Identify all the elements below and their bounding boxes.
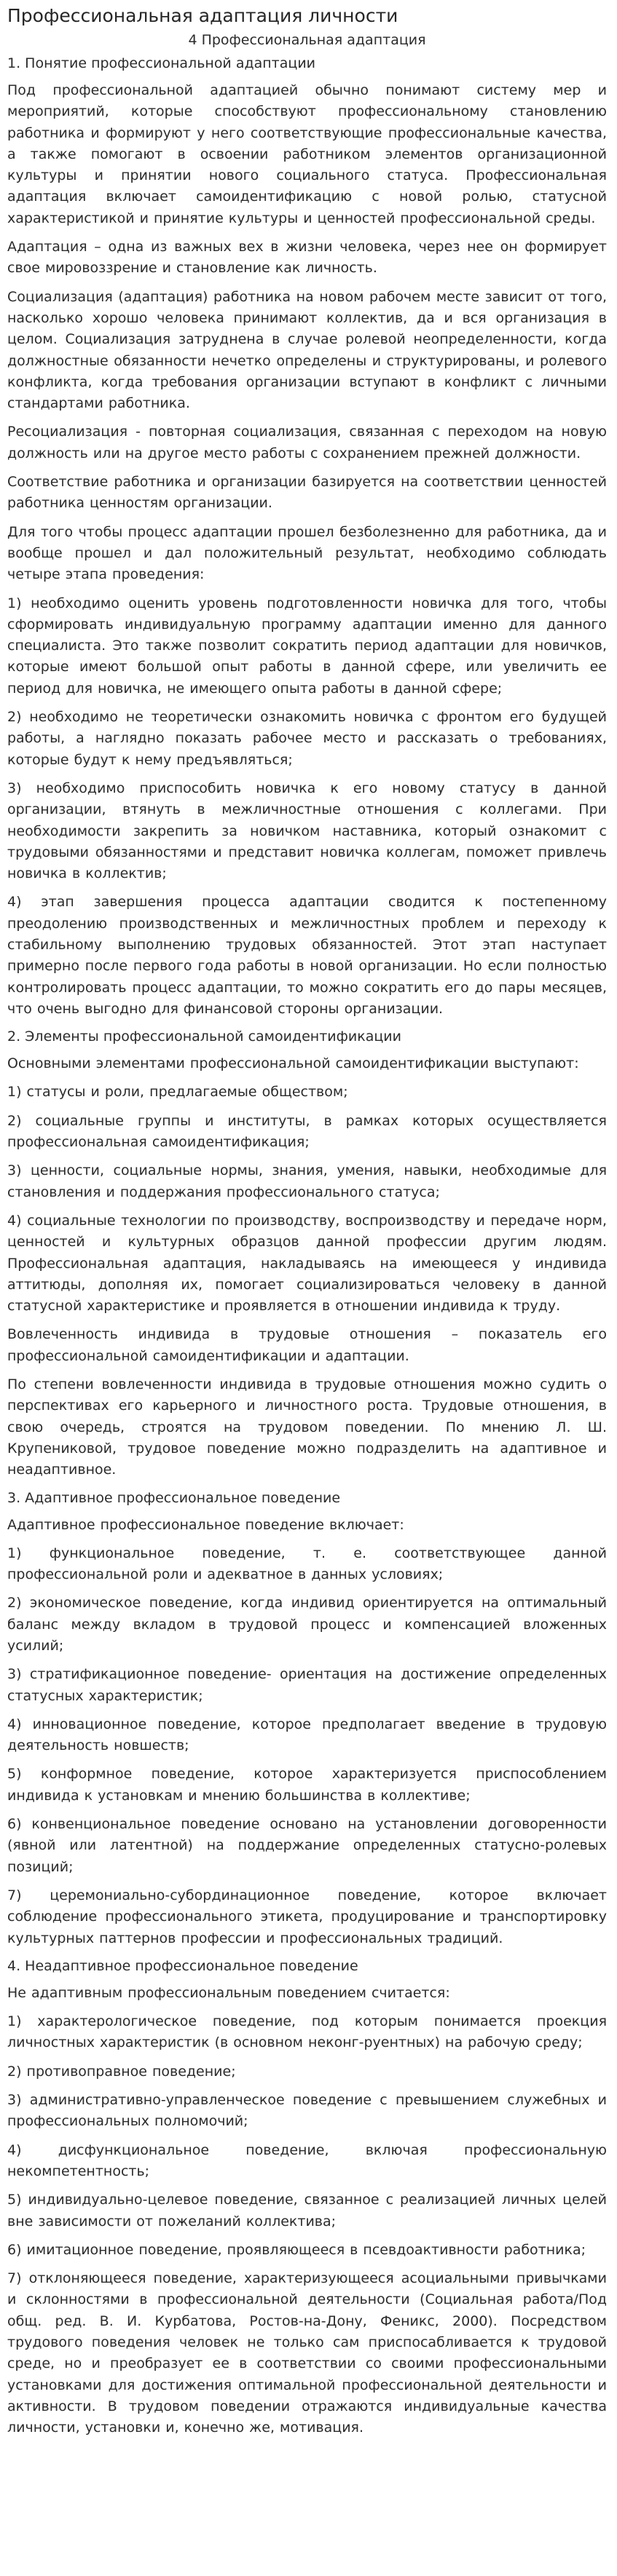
paragraph: Адаптация – одна из важных вех в жизни человека, через нее он формирует свое мировоззрение и становление как личность. xyxy=(7,239,607,277)
section-heading-elements xyxy=(7,1027,607,1046)
paragraph: Адаптивное профессиональное поведение включает: xyxy=(7,1516,404,1533)
section-heading-text: 1. Понятие профессиональной адаптации xyxy=(7,55,316,71)
list-item: 1) характерологическое поведение, под которым понимается проекция личностных характеристик (в основном неконг-руентных) на рабочую среду; xyxy=(7,2013,607,2051)
list-item: 7) церемониально-субординационное поведение, которое включает соблюдение профессионального этикета, продуцирование и транспортировку культурных паттернов профессии и профессиональных традиций. xyxy=(7,1887,607,1946)
list-item: 1) функциональное поведение, т. е. соответствующее данной профессиональной роли и адекватное в данных условиях; xyxy=(7,1545,607,1583)
list-item: 4) этап завершения процесса адаптации сводится к постепенному преодолению производственных и межличностных проблем и переходу к стабильному выполнению трудовых обязанностей. Этот этап наступает примерно после первого года работы в новой организации. Но если полностью контролировать процесс адаптации, то можно сократить его до пары месяцев, что очень выгодно для финансовой стороны организации. xyxy=(7,894,607,1017)
list-item: 2) экономическое поведение, когда индивид ориентируется на оптимальный баланс между вкладом в трудовой процесс и компенсацией вложенных усилий; xyxy=(7,1595,607,1654)
list-item: 5) индивидуально-целевое поведение, связанное с реализацией личных целей вне зависимости от пожеланий коллектива; xyxy=(7,2192,607,2230)
list-item: 1) необходимо оценить уровень подготовленности новичка для того, чтобы сформировать индивидуальную программу адаптации именно для данного специалиста. Это также позволит сократить период адаптации для новичков, которые имеют большой опыт работы в данной сфере, или увеличить ее период для новичка, не имеющего опыта работы в данной сфере; xyxy=(7,595,607,697)
list-item: 5) конформное поведение, которое характеризуется приспособлением индивида к установкам и мнению большинства в коллективе; xyxy=(7,1766,607,1804)
page-title: Профессиональная адаптация личности xyxy=(7,5,398,26)
chapter-title: 4 Профессиональная адаптация xyxy=(188,32,426,48)
list-item: 3) ценности, социальные нормы, знания, умения, навыки, необходимые для становления и поддержания профессионального статуса; xyxy=(7,1162,607,1200)
section-heading-nonadaptive xyxy=(7,1957,607,1975)
list-item: 3) стратификационное поведение- ориентация на достижение определенных статусных характеристик; xyxy=(7,1666,607,1704)
list-item: 2) противоправное поведение; xyxy=(7,2063,236,2080)
list-item: 7) отклоняющееся поведение, характеризующееся асоциальными привычками и склонностями в профессиональной деятельности (Социальная работа/Под общ. ред. В. И. Курбатова, Ростов-на-Дону, Феникс, 2000). Посредством трудового поведения человек не только сам приспосабливается к трудовой среде, но и преобразует ее в соответствии со своими профессиональными установками для достижения оптимальной профессиональной деятельности и активности. В трудовом поведении отражаются индивидуальные качества личности, установки и, конечно же, мотивация. xyxy=(7,2270,607,2436)
list-item: 6) имитационное поведение, проявляющееся в псевдоактивности работника; xyxy=(7,2241,586,2258)
paragraph: Соответствие работника и организации базируется на соответствии ценностей работника ценностям организации. xyxy=(7,474,607,512)
list-item: 3) административно-управленческое поведение с превышением служебных и профессиональных полномочий; xyxy=(7,2092,607,2130)
section-heading-text: 4. Неадаптивное профессиональное поведение xyxy=(7,1957,358,1974)
list-item: 2) социальные группы и институты, в рамках которых осуществляется профессиональная самоидентификация; xyxy=(7,1112,607,1151)
paragraph: Для того чтобы процесс адаптации прошел безболезненно для работника, да и вообще прошел и дал положительный результат, необходимо соблюдать четыре этапа проведения: xyxy=(7,523,607,583)
paragraph: Не адаптивным профессиональным поведением считается: xyxy=(7,1984,450,2001)
paragraph: Социализация (адаптация) работника на новом рабочем месте зависит от того, насколько хорошо человека принимают коллектив, да и вся организация в целом. Социализация затруднена в случае ролевой неопределенности, когда должностные обязанности нечетко определены и структурированы, и ролевого конфликта, когда требования организации вступают в конфликт с личными стандартами работника. xyxy=(7,288,607,412)
section-heading-adaptive xyxy=(7,1489,607,1507)
list-item: 4) дисфункциональное поведение, включая профессиональную некомпетентность; xyxy=(7,2141,607,2179)
paragraph: Основными элементами профессиональной самоидентификации выступают: xyxy=(7,1055,579,1072)
list-item: 3) необходимо приспособить новичка к его новому статусу в данной организации, втянуть в межличностные отношения с коллегами. При необходимости закрепить за новичком наставника, который ознакомит с трудовыми обязанностями и представит новичка коллегам, поможет привлечь новичка в коллектив; xyxy=(7,780,607,882)
section-heading-concept xyxy=(7,54,607,73)
list-item: 4) социальные технологии по производству, воспроизводству и передаче норм, ценностей и культурных образцов данной профессии другим людям. Профессиональная адаптация, накладываясь на имеющееся у индивида аттитюды, дополняя их, помогает социализироваться человеку в данной статусной характеристике и проявляется в отношении индивида к труду. xyxy=(7,1212,607,1315)
list-item: 4) инновационное поведение, которое предполагает введение в трудовую деятельность новшеств; xyxy=(7,1716,607,1754)
list-item: 1) статусы и роли, предлагаемые обществом; xyxy=(7,1084,348,1101)
section-heading-text: 2. Элементы профессиональной самоидентификации xyxy=(7,1029,401,1045)
section-heading-text: 3. Адаптивное профессиональное поведение xyxy=(7,1489,341,1506)
list-item: 6) конвенциональное поведение основано на установлении договоренности (явной или латентной) на поддержание определенных статусно-ролевых позиций; xyxy=(7,1816,607,1875)
list-item: 2) необходимо не теоретически ознакомить новичка с фронтом его будущей работы, а наглядно показать рабочее место и рассказать о требованиях, которые будут к нему предъявляться; xyxy=(7,709,607,768)
paragraph: По степени вовлеченности индивида в трудовые отношения можно судить о перспективах его карьерного и личностного роста. Трудовые отношения, в свою очередь, строятся на трудовом поведении. По мнению Л. Ш. Крупениковой, трудовое поведение можно подразделить на адаптивное и неадаптивное. xyxy=(7,1376,607,1478)
paragraph: Ресоциализация - повторная социализация, связанная с переходом на новую должность или на другое место работы с сохранением прежней должности. xyxy=(7,424,607,461)
paragraph: Под профессиональной адаптацией обычно понимают систему мер и мероприятий, которые способствуют профессиональному становлению работника и формируют у него соответствующие профессиональные качества, а также помогают в освоении работником элементов организационной культуры и принятии нового социального статуса. Профессиональная адаптация включает самоидентификацию с новой ролью, статусной характеристикой и принятие культуры и ценностей профессиональной среды. xyxy=(7,82,607,226)
paragraph: Вовлеченность индивида в трудовые отношения – показатель его профессиональной самоидентификации и адаптации. xyxy=(7,1326,607,1364)
